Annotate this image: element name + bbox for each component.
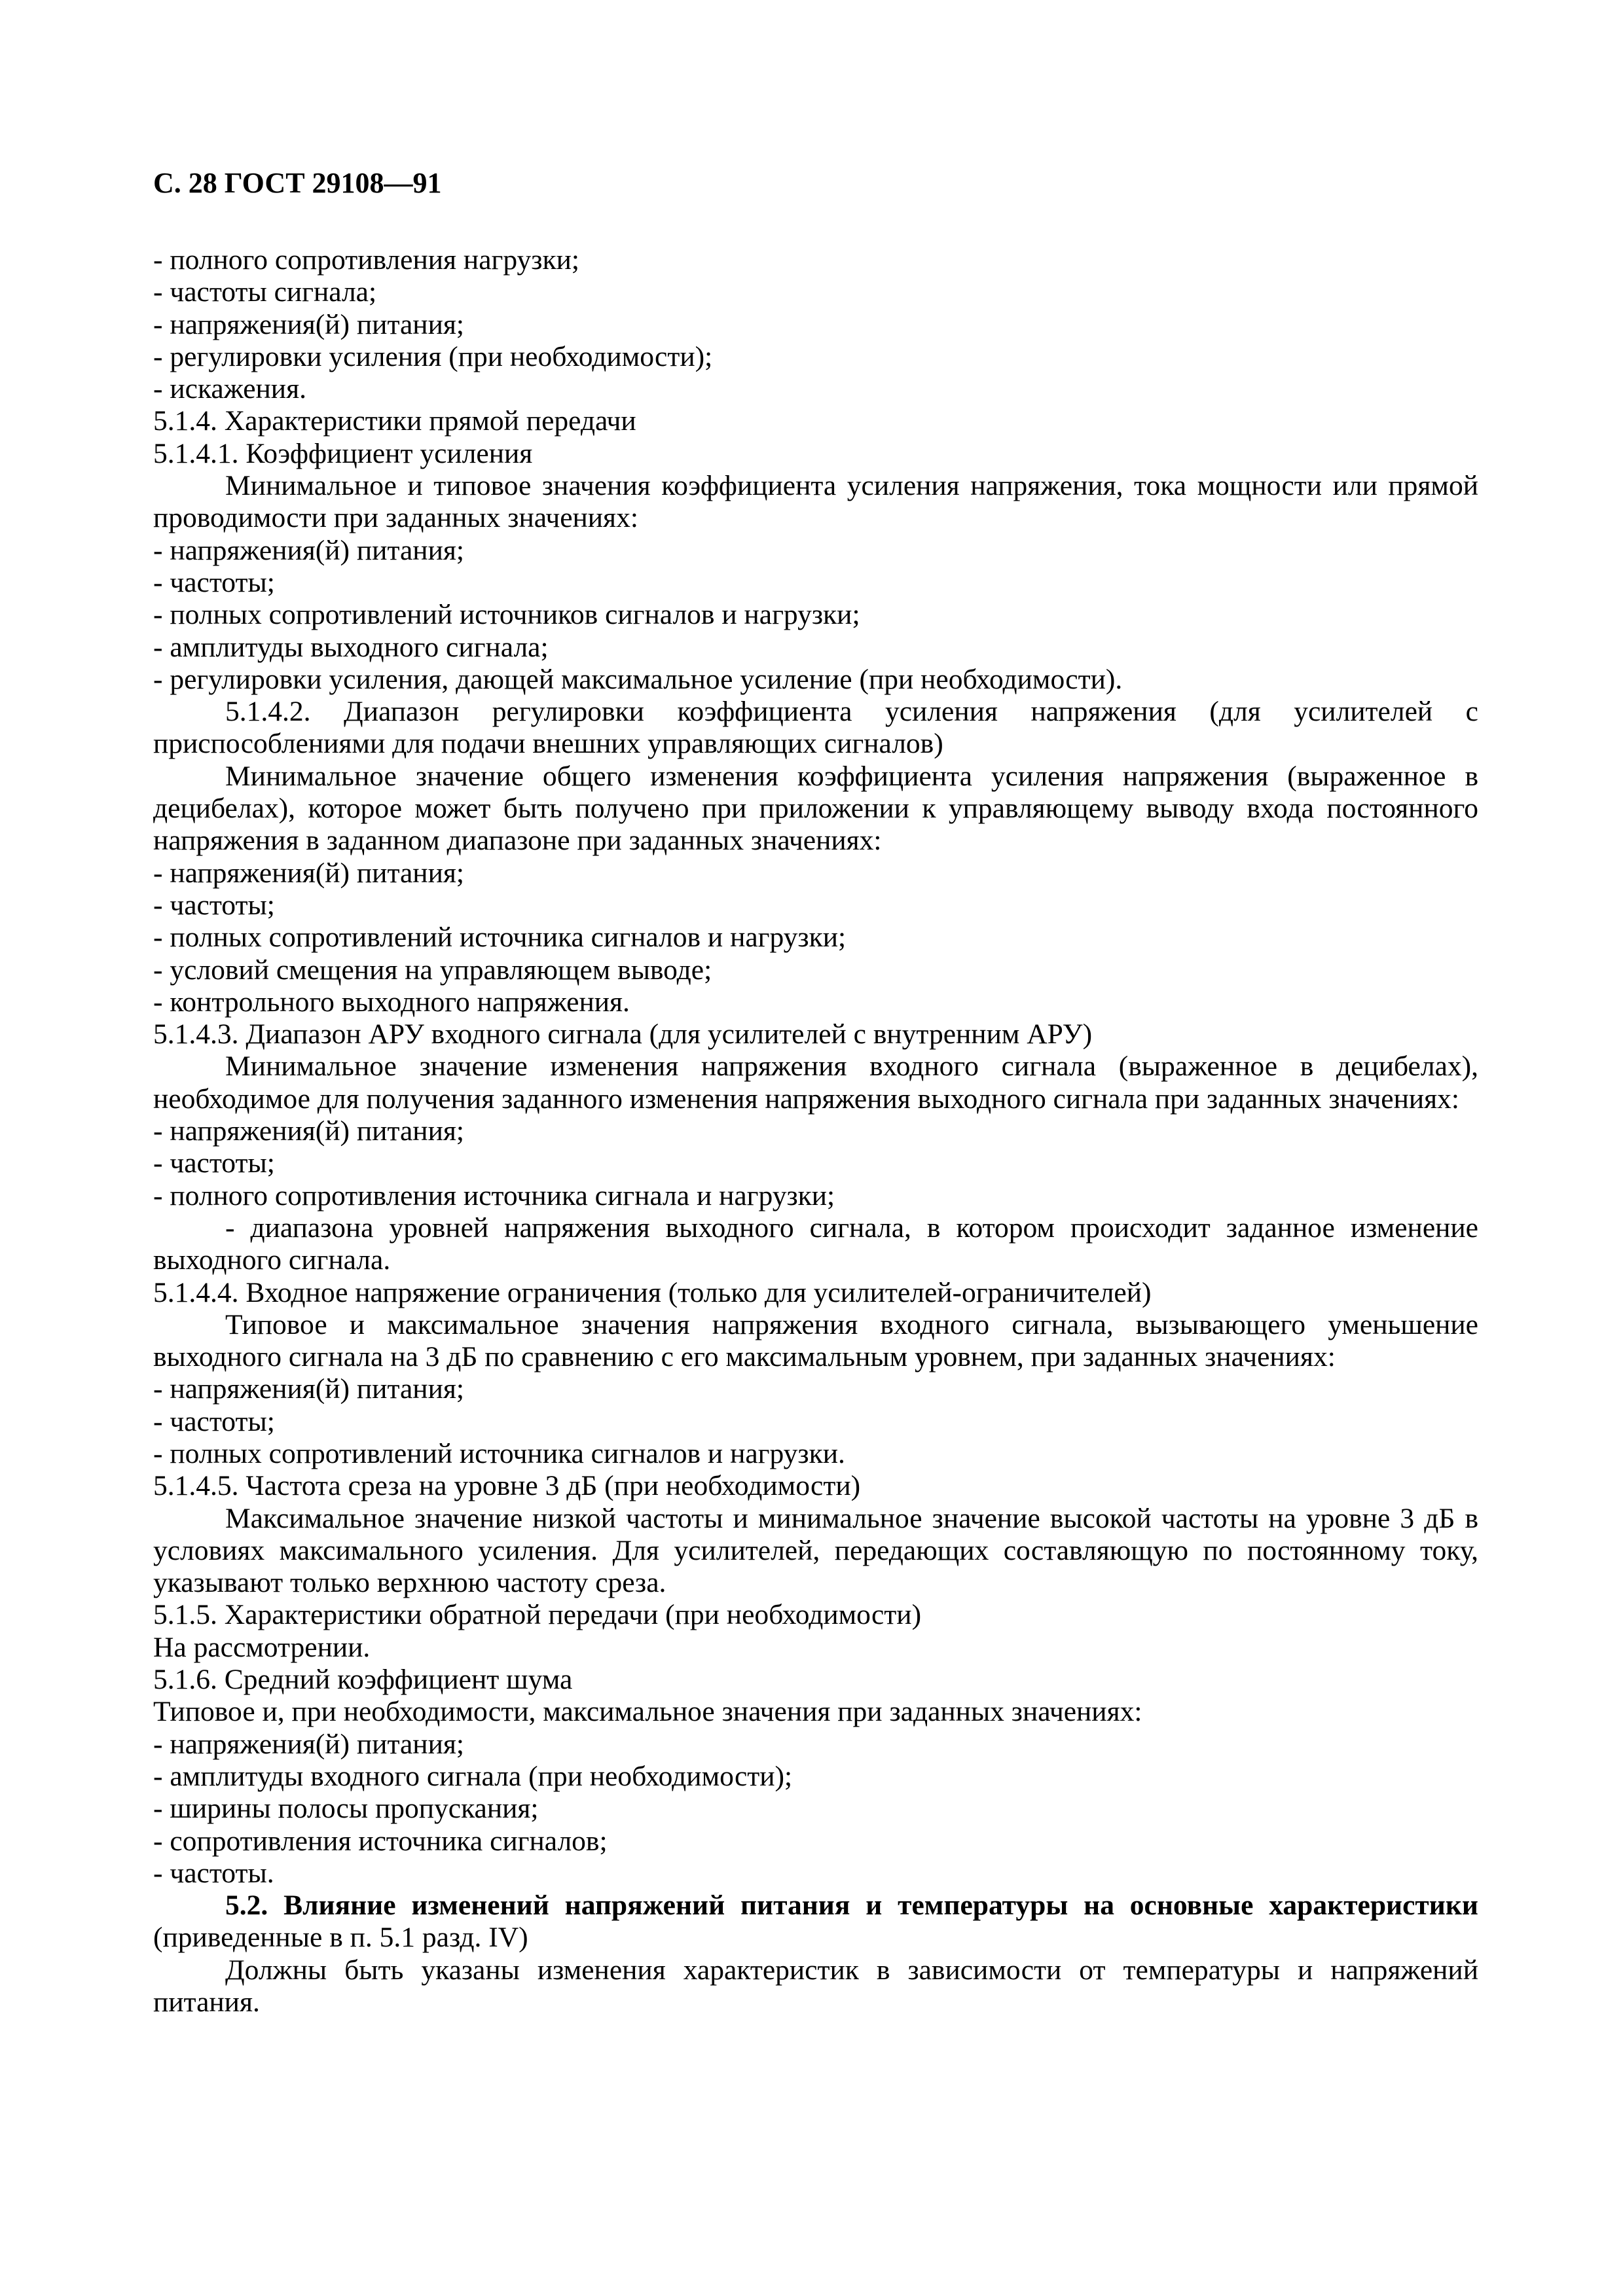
final-paragraph: Должны быть указаны изменения характеристик в зависимости от температуры и напряжений питания. [153, 1954, 1478, 2018]
list-item: - амплитуды входного сигнала (при необходимости); [153, 1760, 793, 1792]
list-item: - условий смещения на управляющем выводе; [153, 954, 712, 986]
list-item: - частоты; [153, 889, 275, 921]
list-item: - частоты; [153, 566, 275, 598]
list-item: - полного сопротивления источника сигнала и нагрузки; [153, 1179, 835, 1211]
list-item: - регулировки усиления (при необходимости); [153, 340, 713, 372]
list-item: - полных сопротивлений источника сигналов и нагрузки. [153, 1437, 845, 1469]
list-item: - напряжения(й) питания; [153, 1373, 464, 1405]
list-item: - полных сопротивлений источников сигналов и нагрузки; [153, 599, 860, 631]
list-item: - полного сопротивления нагрузки; [153, 244, 579, 276]
list-item: - частоты. [153, 1857, 274, 1889]
section-heading: 5.1.5. Характеристики обратной передачи (при необходимости) [153, 1599, 922, 1631]
section-heading: 5.1.4.4. Входное напряжение ограничения (только для усилителей-ограничителей) [153, 1276, 1152, 1308]
list-item: - контрольного выходного напряжения. [153, 986, 630, 1018]
list-item: - искажения. [153, 373, 306, 405]
section-5-2-paragraph [153, 1890, 1478, 1954]
document-body [153, 244, 1478, 2018]
list-item: - напряжения(й) питания; [153, 857, 464, 889]
paragraph: На рассмотрении. [153, 1631, 371, 1663]
list-item: - напряжения(й) питания; [153, 534, 464, 566]
paragraph: Максимальное значение низкой частоты и минимальное значение высокой частоты на уровне 3 дБ в условиях максимального усиления. Для усилителей, передающих составляющую по постоянному току, указывают только верхнюю частоту среза. [153, 1502, 1478, 1599]
list-item: - напряжения(й) питания; [153, 308, 464, 340]
paragraph: Минимальное и типовое значения коэффициента усиления напряжения, тока мощности или прямой проводимости при заданных значениях: [153, 470, 1478, 534]
paragraph: Типовое и, при необходимости, максимальное значения при заданных значениях: [153, 1696, 1142, 1728]
section-5-2-tail: (приведенные в п. 5.1 разд. IV) [153, 1922, 528, 1954]
list-item: - амплитуды выходного сигнала; [153, 631, 549, 663]
section-5-2-heading: 5.2. Влияние изменений напряжений питания и температуры на основные характеристики [225, 1890, 1478, 1922]
list-item: - напряжения(й) питания; [153, 1728, 464, 1760]
list-item: - диапазона уровней напряжения выходного сигнала, в котором происходит заданное изменение выходного сигнала. [153, 1211, 1478, 1276]
list-item: - сопротивления источника сигналов; [153, 1825, 608, 1857]
section-heading: 5.1.4.2. Диапазон регулировки коэффициента усиления напряжения (для усилителей с приспособлениями для подачи внешних управляющих сигналов) [153, 696, 1478, 760]
paragraph: Типовое и максимальное значения напряжения входного сигнала, вызывающего уменьшение выходного сигнала на 3 дБ по сравнению с его максимальным уровнем, при заданных значениях: [153, 1308, 1478, 1373]
list-item: - ширины полосы пропускания; [153, 1793, 539, 1825]
list-item: - частоты; [153, 1405, 275, 1437]
list-item: - полных сопротивлений источника сигналов и нагрузки; [153, 922, 847, 954]
paragraph: Минимальное значение общего изменения коэффициента усиления напряжения (выраженное в децибелах), которое может быть получено при приложении к управляющему выводу входа постоянного напряжения в заданном диапазоне при заданных значениях: [153, 760, 1478, 857]
section-heading: 5.1.4.1. Коэффициент усиления [153, 437, 533, 469]
section-heading: 5.1.4.3. Диапазон АРУ входного сигнала (для усилителей с внутренним АРУ) [153, 1018, 1093, 1050]
list-item: - регулировки усиления, дающей максимальное усиление (при необходимости). [153, 663, 1123, 695]
list-item: - частоты сигнала; [153, 276, 377, 308]
section-heading: 5.1.4.5. Частота среза на уровне 3 дБ (при необходимости) [153, 1470, 861, 1502]
list-item: - напряжения(й) питания; [153, 1115, 464, 1147]
section-heading: 5.1.4. Характеристики прямой передачи [153, 405, 636, 437]
list-item: - частоты; [153, 1147, 275, 1179]
paragraph: Минимальное значение изменения напряжения входного сигнала (выраженное в децибелах), необходимое для получения заданного изменения напряжения выходного сигнала при заданных значениях: [153, 1050, 1478, 1115]
section-heading: 5.1.6. Средний коэффициент шума [153, 1664, 573, 1696]
page-header: С. 28 ГОСТ 29108—91 [153, 167, 442, 199]
